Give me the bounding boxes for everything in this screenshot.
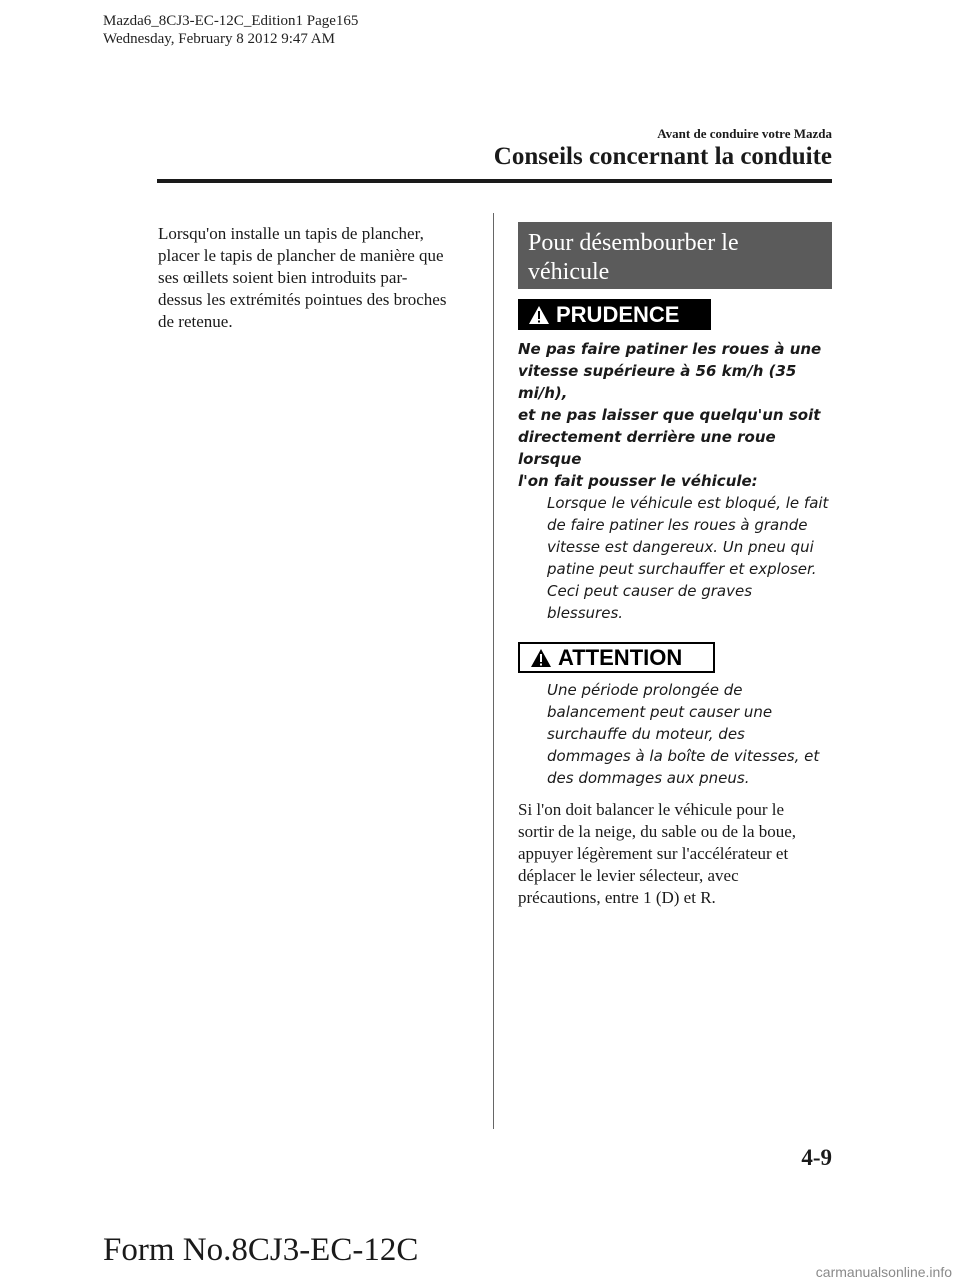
text-line: Si l'on doit balancer le véhicule pour le [518, 800, 785, 819]
attention-block [518, 642, 832, 789]
text-line: Lorsque le véhicule est bloqué, le fait [547, 494, 829, 512]
print-metadata-line-2: Wednesday, February 8 2012 9:47 AM [103, 31, 335, 47]
heading-line: véhicule [528, 259, 610, 285]
warning-triangle-icon [528, 305, 550, 325]
text-line: directement derrière une roue lorsque [518, 428, 776, 468]
text-line: Lorsqu'on installe un tapis de plancher, [158, 224, 424, 243]
text-line: de faire patiner les roues à grande [547, 516, 808, 534]
text-line: des dommages aux pneus. [547, 769, 750, 787]
print-metadata [103, 12, 358, 48]
text-line: précautions, entre 1 (D) et R. [518, 888, 716, 907]
text-line: dessus les extrémités pointues des broches [158, 290, 447, 309]
text-line: sortir de la neige, du sable ou de la boue, [518, 822, 797, 841]
prudence-detail [518, 492, 832, 624]
prudence-label: PRUDENCE [556, 301, 680, 327]
section-kicker: Avant de conduire votre Mazda [657, 126, 832, 141]
prudence-lead [518, 338, 832, 492]
warning-triangle-icon [530, 648, 552, 668]
page-number: 4-9 [801, 1145, 832, 1170]
left-column-paragraph [158, 223, 476, 333]
text-line: l'on fait pousser le véhicule: [518, 472, 758, 490]
text-line: surchauffe du moteur, des [547, 725, 745, 743]
text-line: vitesse supérieure à 56 km/h (35 mi/h), [518, 362, 797, 402]
header-rule [157, 179, 832, 183]
text-line: dommages à la boîte de vitesses, et [547, 747, 820, 765]
section-title: Conseils concernant la conduite [493, 143, 832, 170]
attention-label: ATTENTION [558, 644, 683, 670]
text-line: balancement peut causer une [547, 703, 773, 721]
text-line: ses œillets soient bien introduits par- [158, 268, 408, 287]
subsection-heading [518, 222, 832, 289]
text-line: de retenue. [158, 312, 233, 331]
text-line: Ceci peut causer de graves blessures. [547, 582, 753, 622]
print-metadata-line-1: Mazda6_8CJ3-EC-12C_Edition1 Page165 [103, 13, 359, 29]
attention-badge [518, 642, 715, 673]
right-column [518, 222, 832, 909]
text-line: appuyer légèrement sur l'accélérateur et [518, 844, 789, 863]
attention-detail [518, 679, 832, 789]
text-line: Ne pas faire patiner les roues à une [518, 340, 822, 358]
instruction-paragraph [518, 799, 832, 909]
form-number: Form No.8CJ3-EC-12C [103, 1232, 419, 1268]
heading-line: Pour désembourber le [528, 230, 739, 256]
text-line: patine peut surchauffer et exploser. [547, 560, 817, 578]
text-line: et ne pas laisser que quelqu'un soit [518, 406, 821, 424]
prudence-badge [518, 299, 711, 330]
column-divider [493, 213, 494, 1129]
text-line: vitesse est dangereux. Un pneu qui [547, 538, 814, 556]
watermark: carmanualsonline.info [815, 1264, 952, 1280]
text-line: déplacer le levier sélecteur, avec [518, 866, 739, 885]
text-line: Une période prolongée de [547, 681, 743, 699]
text-line: placer le tapis de plancher de manière que [158, 246, 444, 265]
